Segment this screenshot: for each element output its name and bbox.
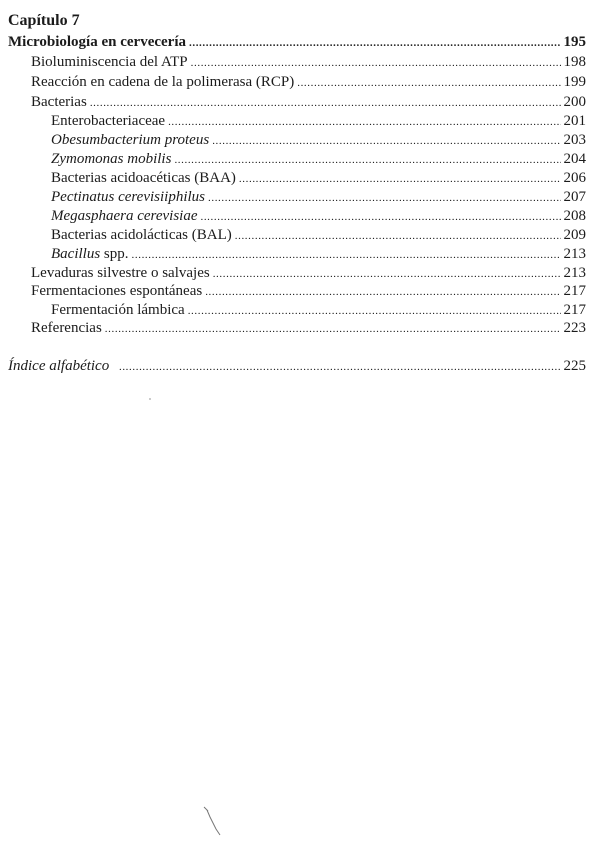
dot-leader xyxy=(239,168,561,189)
dot-leader xyxy=(208,187,561,208)
scan-speck xyxy=(149,398,151,400)
page-number: 217 xyxy=(563,283,586,299)
page-number: 199 xyxy=(563,74,586,90)
toc-entry xyxy=(51,187,586,207)
chapter-label: Capítulo 7 xyxy=(8,12,80,29)
toc-entry-index xyxy=(8,356,586,376)
page-number: 207 xyxy=(563,189,586,205)
dot-leader xyxy=(235,225,561,246)
entry-title: Bacterias acidoacéticas (BAA) xyxy=(51,170,236,186)
toc-entry xyxy=(51,206,586,226)
entry-title: Referencias xyxy=(31,320,102,336)
dot-leader xyxy=(168,111,560,132)
dot-leader xyxy=(191,52,561,73)
entry-title: Levaduras silvestre o salvajes xyxy=(31,265,210,281)
page-number: 209 xyxy=(563,227,586,243)
toc-entry-chapter-7 xyxy=(8,32,586,52)
entry-title: Fermentaciones espontáneas xyxy=(31,283,203,299)
scan-mark xyxy=(200,805,222,837)
toc-entry xyxy=(31,318,586,338)
page-number: 208 xyxy=(563,208,586,224)
entry-title: Bacterias acidolácticas (BAL) xyxy=(51,227,232,243)
dot-leader xyxy=(90,92,561,113)
toc-entry xyxy=(51,300,586,320)
page-number: 223 xyxy=(563,320,586,336)
dot-leader xyxy=(200,206,560,227)
toc-entry xyxy=(51,244,586,264)
entry-title: Obesumbacterium proteus xyxy=(51,132,210,148)
dot-leader xyxy=(174,149,560,170)
index-title: Índice alfabético xyxy=(8,358,110,374)
page-number: 203 xyxy=(563,132,586,148)
entry-title: Bioluminiscencia del ATP xyxy=(31,54,188,70)
toc-entry xyxy=(31,72,586,92)
entry-title: Zymomonas mobilis xyxy=(51,151,172,167)
page-number: 195 xyxy=(563,34,586,50)
dot-leader xyxy=(212,130,560,151)
chapter-title: Microbiología en cervecería xyxy=(8,34,186,50)
dot-leader xyxy=(205,281,560,302)
dot-leader xyxy=(132,244,561,265)
toc-entry xyxy=(31,52,586,72)
toc-entry xyxy=(31,281,586,301)
dot-leader xyxy=(105,318,561,339)
page-number: 198 xyxy=(563,54,586,70)
entry-title: Pectinatus cerevisiiphilus xyxy=(51,189,205,205)
entry-title: Fermentación lámbica xyxy=(51,302,185,318)
page-number: 200 xyxy=(563,94,586,110)
entry-title: Bacterias xyxy=(31,94,87,110)
toc-entry xyxy=(31,92,586,112)
page-number: 225 xyxy=(563,358,586,374)
dot-leader xyxy=(119,356,560,377)
toc-entry xyxy=(51,111,586,131)
page-number: 206 xyxy=(563,170,586,186)
entry-title xyxy=(51,244,129,264)
entry-title-suffix: spp. xyxy=(100,246,129,262)
page-number: 201 xyxy=(563,113,586,129)
page-number: 217 xyxy=(563,302,586,318)
toc-entry xyxy=(31,263,586,283)
page-number: 213 xyxy=(563,265,586,281)
toc-entry xyxy=(51,149,586,169)
page-number: 213 xyxy=(563,246,586,262)
entry-title: Enterobacteriaceae xyxy=(51,113,166,129)
entry-title: Reacción en cadena de la polimerasa (RCP) xyxy=(31,74,295,90)
dot-leader xyxy=(189,32,561,53)
toc-entry xyxy=(51,225,586,245)
entry-title: Megasphaera cerevisiae xyxy=(51,208,198,224)
entry-title-genus: Bacillus xyxy=(51,246,101,262)
dot-leader xyxy=(297,72,560,93)
page-number: 204 xyxy=(563,151,586,167)
toc-entry xyxy=(51,168,586,188)
toc-entry xyxy=(51,130,586,150)
